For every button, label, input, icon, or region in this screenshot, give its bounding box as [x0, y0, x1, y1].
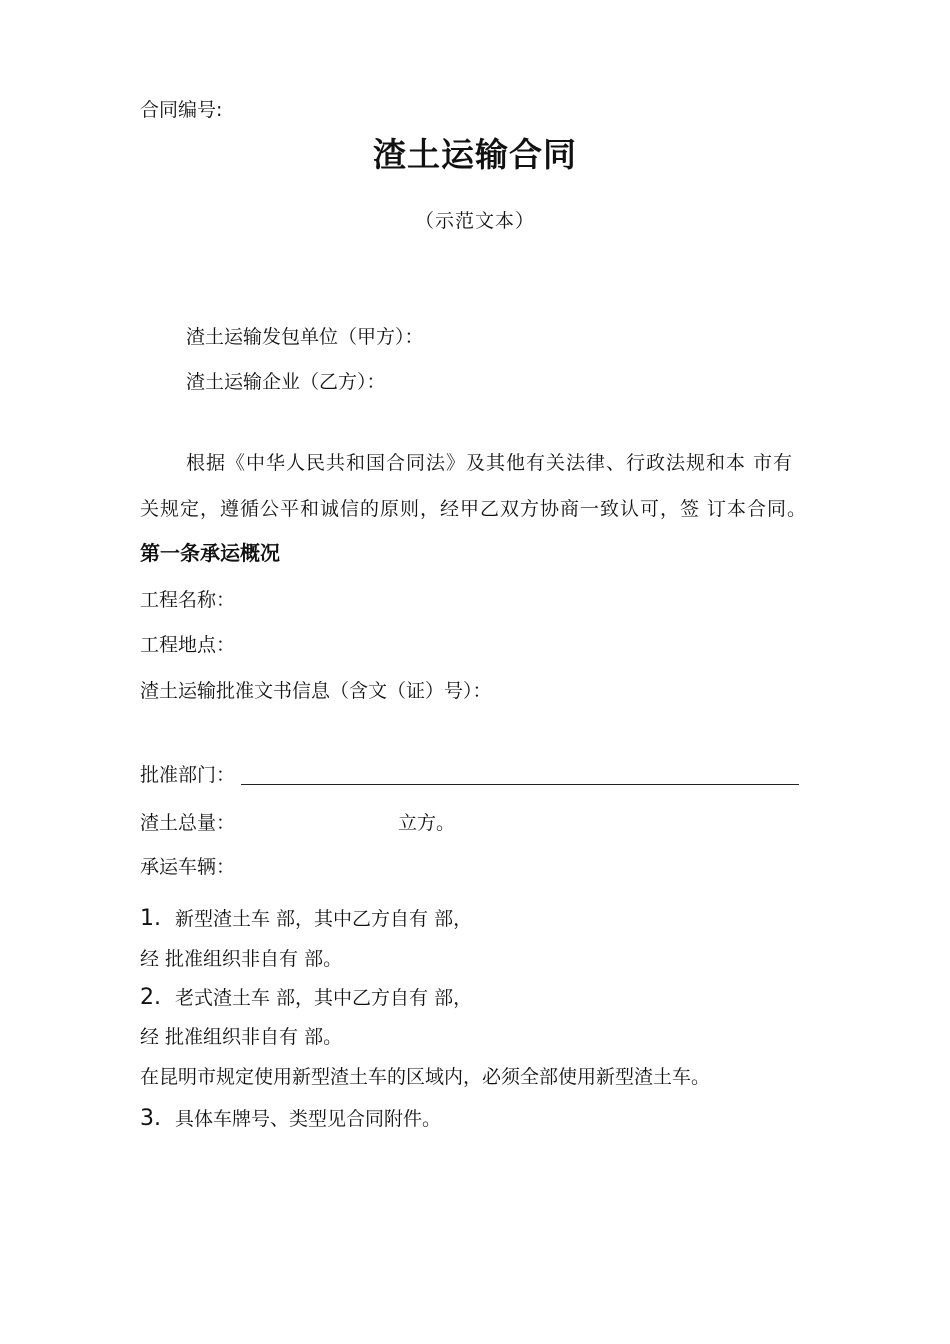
- vehicle-item-2: [140, 986, 472, 1010]
- vehicle-item-1-continuation: 经 批准组织非自有 部。: [140, 948, 343, 970]
- item-number: 2.: [140, 985, 161, 1010]
- item-text: 新型渣土车 部，其中乙方自有 部，: [175, 908, 473, 930]
- vehicles-label: 承运车辆：: [140, 856, 236, 878]
- party-a-label: 渣土运输发包单位（甲方）：: [186, 326, 424, 348]
- new-truck-rule-text: 在昆明市规定使用新型渣土车的区域内，必须全部使用新型渣土车。: [140, 1066, 711, 1088]
- document-subtitle: （示范文本）: [414, 210, 535, 232]
- approval-department-label: 批准部门：: [140, 764, 236, 786]
- item-text: 具体车牌号、类型见合同附件。: [175, 1108, 442, 1130]
- total-volume-label: 渣土总量：: [140, 812, 236, 834]
- item-number: 1.: [140, 906, 161, 931]
- item-number: 3.: [140, 1106, 161, 1131]
- approval-document-label: 渣土运输批准文书信息（含文（证）号）：: [140, 680, 492, 702]
- vehicle-item-1: [140, 907, 472, 931]
- preamble-line-2: 关规定，遵循公平和诚信的原则，经甲乙双方协商一致认可，签 订本合同。: [140, 498, 808, 520]
- vehicle-item-2-continuation: 经 批准组织非自有 部。: [140, 1026, 343, 1048]
- document-title: 渣土运输合同: [373, 135, 577, 174]
- project-name-label: 工程名称：: [140, 589, 236, 611]
- approval-department-blank-line: [241, 784, 799, 785]
- vehicle-item-3: [140, 1107, 441, 1131]
- party-b-label: 渣土运输企业（乙方）：: [186, 371, 386, 393]
- section-1-heading: 第一条承运概况: [140, 541, 280, 565]
- preamble-line-1: 根据《中华人民共和国合同法》及其他有关法律、行政法规和本 市有: [186, 452, 794, 474]
- project-site-label: 工程地点：: [140, 634, 236, 656]
- contract-number-label: 合同编号:: [140, 99, 223, 121]
- total-volume-unit: 立方。: [398, 812, 456, 834]
- item-text: 老式渣土车 部，其中乙方自有 部，: [175, 987, 473, 1009]
